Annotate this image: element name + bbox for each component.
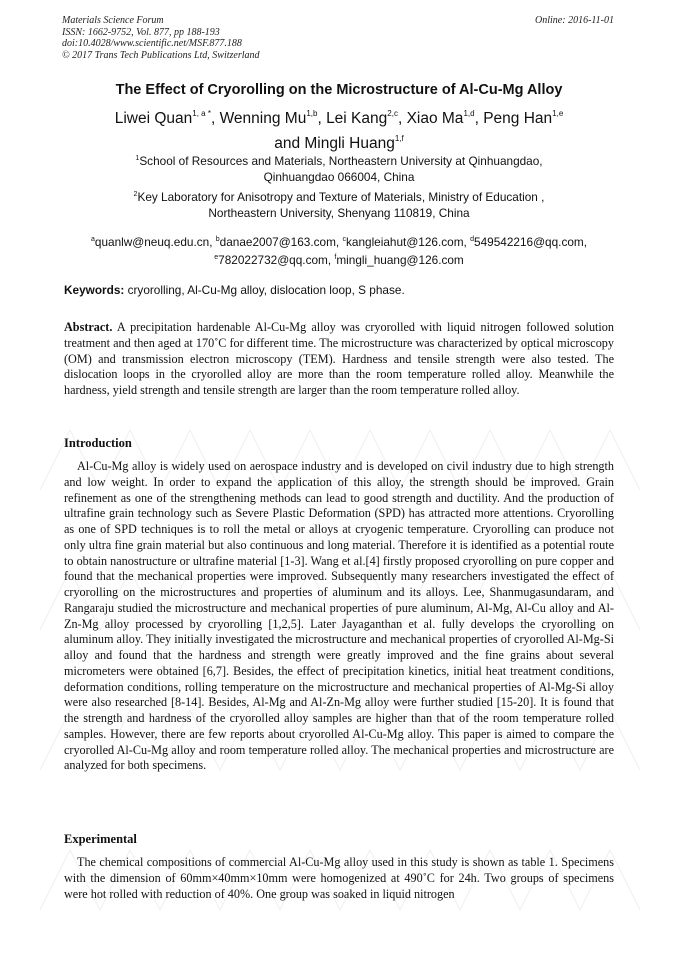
author-name: Xiao Ma: [406, 110, 464, 127]
keywords-line: [64, 283, 405, 297]
issn-line: ISSN: 1662-9752, Vol. 877, pp 188-193: [62, 26, 220, 38]
author-name: Lei Kang: [326, 110, 388, 127]
email-sup: e: [214, 254, 219, 261]
author-affil-sup: 1,f: [394, 134, 404, 143]
abstract-paragraph: [64, 320, 614, 399]
keywords-label: Keywords:: [64, 283, 125, 297]
author-separator: ,: [397, 110, 407, 127]
email-address: 549542216@qq.com,: [474, 235, 588, 249]
abstract-label: Abstract.: [64, 320, 113, 334]
journal-header: [62, 15, 260, 61]
author-name: Liwei Quan: [114, 110, 193, 127]
author-name: Peng Han: [483, 110, 553, 127]
author-separator: ,: [210, 110, 220, 127]
online-date: Online: 2016-11-01: [535, 15, 614, 26]
keywords-text: cryorolling, Al-Cu-Mg alloy, dislocation loop, S phase.: [124, 283, 405, 297]
copyright-line: © 2017 Trans Tech Publications Ltd, Switzerland: [62, 49, 260, 61]
introduction-paragraph: Al-Cu-Mg alloy is widely used on aerospace industry and is developed on civil industry due to high strength and low weight. In order to expand the application of this alloy, the strength should be improved. Grain refinement as one of the strengthening methods can lead to good strength and ductility. And the production of ultrafine grain technology such as Severe Plastic Deformation (SPD) has attracted more attentions. Cryorolling as one of SPD techniques is to roll the metal or alloys at cryogenic temperature. Cryorolling can produce not only ultra fine grain material but also continuous and long material. Therefore it is identified as a potential route to obtain nanostructure or ultrafine material [1-3]. Wang et al.[4] firstly proposed cryorolling on pure copper and found that the mechanical properties were improved. Subsequently many researchers investigated the effect of cryorolling on the microstructures and properties of aluminum and its alloys. Lee, Shanmugasundaram, and Rangaraju studied the microstructure and mechanical properties of pure aluminum, Al-Mg, Al-Cu alloy and Al-Zn-Mg alloy processed by cryorolling [1,2,5]. Later Jayaganthan et al. fully develops the cryorolling on aluminum alloy. They initially investigated the microstructure and mechanical properties of cryorolled Al-Mg-Si alloy and found that the hardness and strength were greatly improved and the fine grains about several micrometers were obtained [6,7]. Besides, the effect of precipitation kinetics, initial heat treatment conditions, deformation conditions, rolling temperature on the microstructure and mechanical properties of Al-Mg-Si alloy were also researched [8-14]. Besides, Al-Mg and Al-Zn-Mg alloy were further studied [15-20]. It is found that the strength and hardness of the cryorolled alloy samples are higher than that of the room temperature rolled samples. However, there are few reports about cryorolled Al-Cu-Mg alloy. This paper is aimed to compare the cryorolled Al-Cu-Mg alloy and room temperature rolled alloy. The mechanical properties and microstructure are analyzed for both specimens.: [64, 459, 614, 773]
email-sup: f: [334, 254, 337, 261]
email-sup: b: [215, 236, 220, 243]
email-sup: d: [470, 236, 475, 243]
affiliation-sup: 1: [135, 155, 140, 162]
introduction-heading: Introduction: [64, 436, 132, 450]
author-affil-sup: 1,e: [552, 109, 564, 118]
affiliation-line: Northeastern University, Shenyang 110819, China: [208, 206, 470, 220]
author-separator: ,: [474, 110, 484, 127]
affiliation-line: Key Laboratory for Anisotropy and Texture of Materials, Ministry of Education ,: [137, 190, 545, 204]
affiliation: [60, 151, 618, 185]
email-address: 782022732@qq.com,: [218, 253, 335, 267]
affiliation-line: School of Resources and Materials, Northeastern University at Qinhuangdao,: [139, 154, 543, 168]
email-address: quanlw@neuq.edu.cn,: [94, 235, 216, 249]
experimental-paragraph: The chemical compositions of commercial Al-Cu-Mg alloy used in this study is shown as table 1. Specimens with the dimension of 60mm×40mm×10mm were homogenized at 490˚C for 24h. Two groups of specimens were hot rolled with reduction of 40%. One group was soaked in liquid nitrogen: [64, 855, 614, 901]
author-name: Wenning Mu: [219, 110, 307, 127]
email-sup: a: [90, 236, 95, 243]
author-affil-sup: 2,c: [387, 109, 398, 118]
email-address: danae2007@163.com,: [219, 235, 343, 249]
affiliation-line: Qinhuangdao 066004, China: [263, 170, 415, 184]
author-list: [60, 104, 618, 154]
affiliation-sup: 2: [133, 191, 138, 198]
email-list: [60, 232, 618, 268]
author-name: Mingli Huang: [304, 135, 395, 152]
author-affil-sup: 1,b: [306, 109, 318, 118]
paper-title: The Effect of Cryorolling on the Microstructure of Al-Cu-Mg Alloy: [115, 82, 563, 98]
author-prefix: and: [274, 135, 305, 152]
affiliation: [60, 187, 618, 221]
email-sup: c: [342, 236, 346, 243]
abstract-text: A precipitation hardenable Al-Cu-Mg alloy was cryorolled with liquid nitrogen followed solution treatment and then aged at 170˚C for different time. The microstructure was characterized by optical microscopy (OM) and transmission electron microscopy (TEM). Hardness and tensile strength were also tested. The dislocation loops in the cryorolled alloy are more than the room temperature rolled alloy. Meanwhile the hardness, yield strength and tensile strength are larger than the room temperature rolled alloy.: [64, 320, 614, 397]
author-separator: ,: [317, 110, 327, 127]
author-affil-sup: 1, a *: [192, 109, 211, 118]
email-address: kangleiahut@126.com,: [345, 235, 471, 249]
doi-line: doi:10.4028/www.scientific.net/MSF.877.188: [62, 38, 242, 49]
email-address: mingli_huang@126.com: [336, 253, 464, 267]
author-affil-sup: 1,d: [463, 109, 475, 118]
journal-name: Materials Science Forum: [62, 15, 164, 26]
experimental-heading: Experimental: [64, 832, 137, 846]
